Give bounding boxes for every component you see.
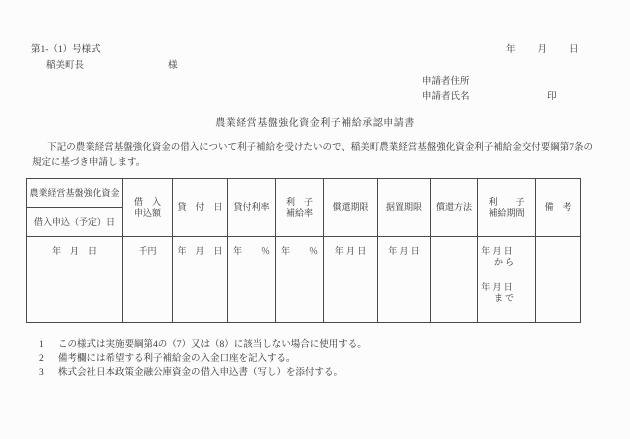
subsidy-rate-percent-label: ％ [308,246,318,256]
header-loan-amount-line1: 借 入 [133,196,161,207]
header-loan-amount [123,179,173,237]
note-number: 1 [39,340,44,350]
body-line-1: 下記の農業経営基盤強化資金の借入について利子補給を受けたいので、稲美町農業経営基盤強化資金利子補給金交付要綱第7条の [47,143,594,153]
header-subsidy-rate-line2: 補給率 [285,207,313,218]
body-line-2: 規定に基づき申請します。 [32,158,146,168]
cell-loan-amount-unit: 千円 [123,237,173,323]
subsidy-rate-year-label: 年 [281,246,291,256]
loan-rate-percent-label: ％ [260,246,270,256]
cell-subsidy-period [478,237,536,323]
header-repayment-deadline: 償還期限 [324,179,378,237]
header-subsidy-rate-line1: 利 子 [285,196,313,207]
note-item [39,366,367,380]
applicant-name-label: 申請者氏名 [422,92,470,102]
form-title: 農業経営基盤強化資金利子補給承認申請書 [215,118,415,129]
cell-application-date: 年 月 日 [27,237,123,323]
cell-repayment-deadline: 年 月 日 [324,237,378,323]
date-year-label: 年 [506,45,516,55]
cell-deferment-deadline: 年 月 日 [378,237,431,323]
subsidy-period-to-suffix: まで [493,293,516,303]
cell-loan-date: 年 月 日 [173,237,228,323]
header-remarks: 備 考 [536,179,581,237]
cell-loan-rate [228,237,276,323]
note-text: この様式は実施要綱第4の（7）又は（8）に該当しない場合に使用する。 [58,340,367,350]
loan-application-table [26,178,581,323]
note-number: 2 [39,354,44,364]
cell-subsidy-rate [276,237,324,323]
addressee-line [46,57,246,71]
footnotes [39,338,367,380]
note-text: 株式会社日本政策金融公庫資金の借入申込書（写し）を添付する。 [58,368,344,378]
header-subsidy-period [478,179,536,237]
addressee-honorific: 様 [168,61,178,71]
date-day-label: 日 [569,45,579,55]
cell-repayment-method [431,237,478,323]
header-loan-date: 貸 付 日 [173,179,228,237]
header-deferment-deadline: 据置期限 [378,179,431,237]
header-fund-name: 農業経営基盤強化資金 [27,179,123,208]
date-month-label: 月 [537,45,548,55]
header-repayment-method: 償還方法 [431,179,478,237]
note-text: 備考欄には希望する利子補給金の入金口座を記入する。 [58,354,296,364]
form-number: 第1-（1）号様式 [31,45,101,55]
applicant-name-line [422,88,602,102]
applicant-address-label: 申請者住所 [422,77,470,87]
header-loan-rate: 貸付利率 [228,179,276,237]
cell-remarks [536,237,581,323]
subsidy-period-to-date: 年 月 日 [481,282,513,292]
subsidy-period-from-suffix: から [493,257,516,267]
seal-mark: 印 [547,92,557,102]
header-loan-amount-line2: 申込額 [133,207,161,218]
subsidy-period-from-date: 年 月 日 [481,246,513,256]
note-item [39,338,367,352]
header-subsidy-period-line1: 利 子 [488,196,525,207]
note-item [39,352,367,366]
header-application-date: 借入申込（予定）日 [27,208,123,237]
date-line [506,41,579,55]
loan-rate-year-label: 年 [233,246,243,256]
header-subsidy-period-line2: 補給期間 [488,207,525,218]
note-number: 3 [39,368,44,378]
addressee: 稲美町長 [46,61,85,71]
header-subsidy-rate [276,179,324,237]
form-body-paragraph [32,141,598,171]
